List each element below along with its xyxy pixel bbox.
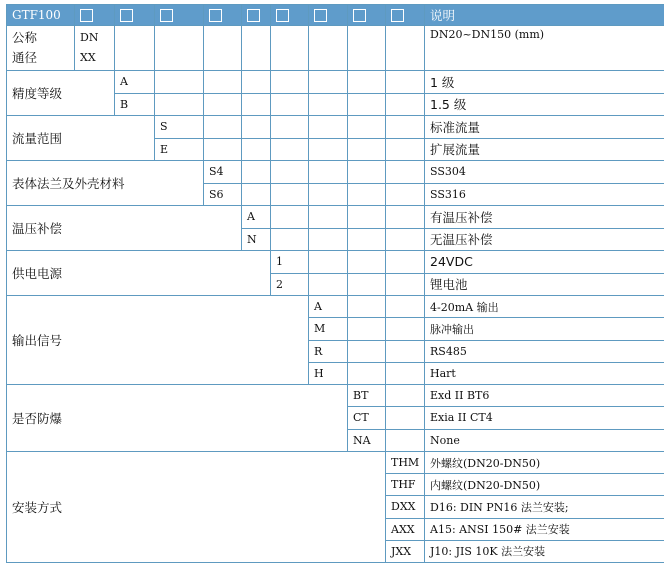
empty-cell xyxy=(115,26,154,70)
code-cell: BT xyxy=(348,385,385,406)
header-slot xyxy=(271,5,308,25)
desc-cell: SS304 xyxy=(425,161,664,183)
desc-cell: A15: ANSI 150# 法兰安装 xyxy=(425,519,664,540)
code-cell: JXX xyxy=(386,541,424,562)
code-cell: H xyxy=(309,363,347,384)
empty-cell xyxy=(271,26,308,70)
code-diameter xyxy=(75,26,114,70)
label-accuracy: 精度等级 xyxy=(7,71,114,115)
empty-cell xyxy=(348,26,385,70)
desc-cell: 1 级 xyxy=(425,71,664,93)
checkbox-placeholder-icon xyxy=(353,9,366,22)
codes-output xyxy=(309,296,347,384)
header-slot xyxy=(386,5,424,25)
code-line: DN xyxy=(80,31,99,44)
code-cell: S4 xyxy=(204,161,241,183)
label-power: 供电电源 xyxy=(7,251,270,295)
code-cell: R xyxy=(309,341,347,362)
code-cell: CT xyxy=(348,407,385,428)
code-cell: S6 xyxy=(204,184,241,206)
code-cell: M xyxy=(309,318,347,339)
checkbox-placeholder-icon xyxy=(160,9,173,22)
checkbox-placeholder-icon xyxy=(209,9,222,22)
desc-cell: 扩展流量 xyxy=(425,139,664,161)
code-cell: S xyxy=(155,116,203,138)
header-slot xyxy=(75,5,114,25)
header-slot xyxy=(309,5,347,25)
desc-cell: 锂电池 xyxy=(425,274,664,296)
code-cell: 1 xyxy=(271,251,308,273)
codes-accuracy xyxy=(115,71,154,115)
code-cell: DXX xyxy=(386,496,424,517)
header-slot xyxy=(155,5,203,25)
header-slot xyxy=(348,5,385,25)
descs-material xyxy=(425,161,664,205)
header-slot xyxy=(242,5,270,25)
checkbox-placeholder-icon xyxy=(314,9,327,22)
descs-install xyxy=(425,452,664,562)
checkbox-placeholder-icon xyxy=(80,9,93,22)
label-explosion: 是否防爆 xyxy=(7,385,347,451)
desc-cell: None xyxy=(425,430,664,451)
descs-output xyxy=(425,296,664,384)
desc-cell: J10: JIS 10K 法兰安装 xyxy=(425,541,664,562)
desc-cell: 内螺纹(DN20-DN50) xyxy=(425,474,664,495)
checkbox-placeholder-icon xyxy=(247,9,260,22)
code-cell: N xyxy=(242,229,270,251)
descs-temp-pressure xyxy=(425,206,664,250)
label-line: 通径 xyxy=(12,50,38,65)
codes-temp-pressure xyxy=(242,206,270,250)
desc-cell: 24VDC xyxy=(425,251,664,273)
desc-diameter: DN20~DN150 (mm) xyxy=(425,26,664,70)
code-cell: A xyxy=(309,296,347,317)
model-selection-table xyxy=(6,4,664,563)
code-cell: A xyxy=(115,71,154,93)
label-temp-pressure: 温压补偿 xyxy=(7,206,241,250)
empty-cell xyxy=(155,26,203,70)
desc-cell: SS316 xyxy=(425,184,664,206)
label-line: 公称 xyxy=(12,30,38,45)
checkbox-placeholder-icon xyxy=(276,9,289,22)
desc-cell: 外螺纹(DN20-DN50) xyxy=(425,452,664,473)
desc-cell: 脉冲输出 xyxy=(425,318,664,339)
codes-power xyxy=(271,251,308,295)
desc-cell: D16: DIN PN16 法兰安装; xyxy=(425,496,664,517)
header-model: GTF100 xyxy=(7,5,74,25)
empty-cell xyxy=(242,26,270,70)
header-slot xyxy=(115,5,154,25)
code-cell: AXX xyxy=(386,519,424,540)
checkbox-placeholder-icon xyxy=(391,9,404,22)
code-cell: NA xyxy=(348,430,385,451)
desc-cell: Hart xyxy=(425,363,664,384)
code-cell: B xyxy=(115,94,154,116)
empty-cell xyxy=(204,26,241,70)
codes-install xyxy=(386,452,424,562)
desc-cell: 1.5 级 xyxy=(425,94,664,116)
desc-cell: 标准流量 xyxy=(425,116,664,138)
descs-power xyxy=(425,251,664,295)
empty-cell xyxy=(386,26,424,70)
descs-flow-range xyxy=(425,116,664,160)
label-flow-range: 流量范围 xyxy=(7,116,154,160)
desc-cell: Exd II BT6 xyxy=(425,385,664,406)
label-output: 输出信号 xyxy=(7,296,308,384)
desc-cell: 4-20mA 输出 xyxy=(425,296,664,317)
descs-accuracy xyxy=(425,71,664,115)
desc-cell: Exia II CT4 xyxy=(425,407,664,428)
label-material: 表体法兰及外壳材料 xyxy=(7,161,203,205)
codes-explosion xyxy=(348,385,385,451)
code-cell: A xyxy=(242,206,270,228)
desc-cell: RS485 xyxy=(425,341,664,362)
code-cell: 2 xyxy=(271,274,308,296)
empty-cell xyxy=(309,26,347,70)
code-cell: THM xyxy=(386,452,424,473)
code-cell: E xyxy=(155,139,203,161)
codes-material xyxy=(204,161,241,205)
checkbox-placeholder-icon xyxy=(120,9,133,22)
label-install: 安装方式 xyxy=(7,452,385,562)
code-line: XX xyxy=(80,51,96,64)
desc-cell: 无温压补偿 xyxy=(425,229,664,251)
header-slot xyxy=(204,5,241,25)
desc-cell: 有温压补偿 xyxy=(425,206,664,228)
codes-flow-range xyxy=(155,116,203,160)
label-nominal-diameter xyxy=(7,26,74,70)
header-description: 说明 xyxy=(425,5,664,25)
code-cell: THF xyxy=(386,474,424,495)
descs-explosion xyxy=(425,385,664,451)
